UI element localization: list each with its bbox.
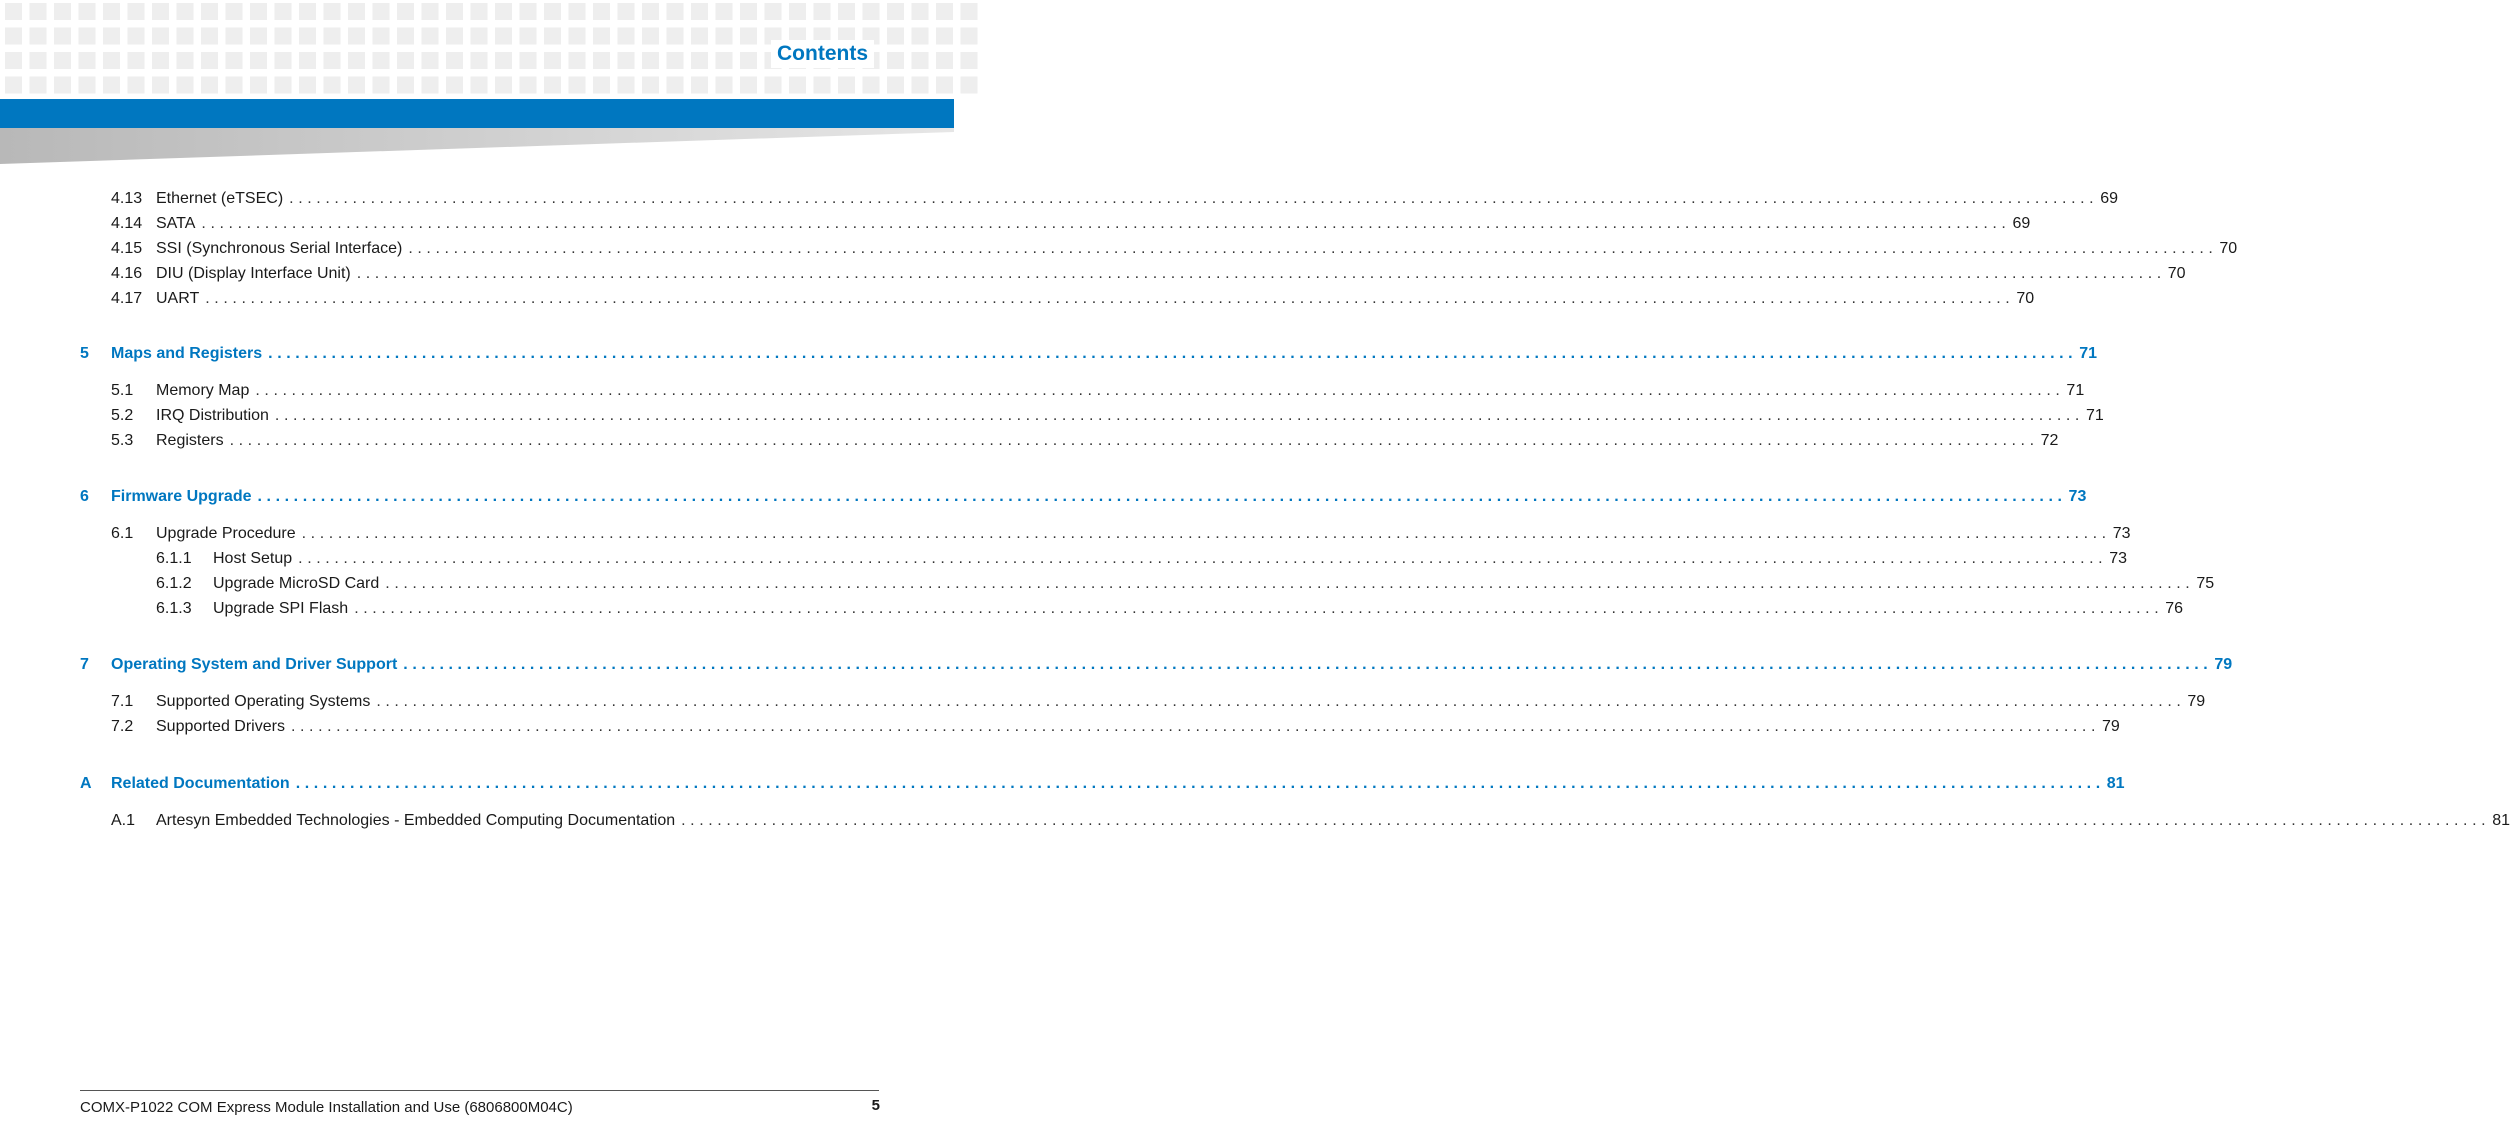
- toc-dot-leader: ........................................................................................................................................................................................................: [356, 265, 2166, 282]
- toc-entry-title: Upgrade MicroSD Card: [213, 575, 380, 592]
- toc-dot-leader: ........................................................................................................................................................................................................: [274, 407, 2084, 424]
- toc-dot-leader: ........................................................................................................................................................................................................: [257, 488, 2067, 505]
- toc-chapter-entry[interactable]: [0, 342, 2098, 366]
- toc-chapter-entry[interactable]: [0, 485, 2087, 509]
- header-blue-bar: [0, 99, 954, 128]
- toc-entry-number: 6.1.3: [156, 600, 192, 617]
- page-title: Contents: [771, 40, 874, 68]
- toc-dot-leader: ........................................................................................................................................................................................................: [268, 345, 2078, 362]
- toc-entry-title: SATA: [156, 215, 196, 232]
- toc-dot-leader: ........................................................................................................................................................................................................: [354, 600, 2164, 617]
- toc-entry-number: 4.13: [111, 190, 143, 207]
- toc-entry[interactable]: [0, 187, 2119, 211]
- toc-entry-number: 6.1: [111, 525, 134, 542]
- toc-entry-page: 71: [2085, 407, 2104, 424]
- toc-entry-number: 7.2: [111, 718, 134, 735]
- toc-dot-leader: ........................................................................................................................................................................................................: [229, 432, 2039, 449]
- toc-entry-title: Registers: [156, 432, 224, 449]
- toc-entry-page: 79: [2187, 693, 2206, 710]
- toc-dot-leader: ........................................................................................................................................................................................................: [255, 382, 2065, 399]
- toc-entry-title: SSI (Synchronous Serial Interface): [156, 240, 403, 257]
- toc-entry-page: 71: [2066, 382, 2085, 399]
- toc-entry-page: 70: [2016, 290, 2035, 307]
- toc-entry-number: A.1: [111, 812, 136, 829]
- toc-entry[interactable]: [0, 809, 2510, 833]
- toc-entry-title: UART: [156, 290, 200, 307]
- toc-entry-title: Firmware Upgrade: [111, 488, 252, 505]
- toc-entry-title: DIU (Display Interface Unit): [156, 265, 351, 282]
- toc-entry-title: Supported Operating Systems: [156, 693, 371, 710]
- toc-entry-title: Upgrade Procedure: [156, 525, 296, 542]
- toc-entry-page: 75: [2196, 575, 2215, 592]
- toc-entry[interactable]: [0, 547, 2128, 571]
- toc-entry-page: 72: [2040, 432, 2059, 449]
- header-grey-wedge: [0, 128, 954, 164]
- toc-entry[interactable]: [0, 212, 2031, 236]
- toc-entry-page: 76: [2165, 600, 2184, 617]
- toc-entry-title: Upgrade SPI Flash: [213, 600, 349, 617]
- toc-dot-leader: ........................................................................................................................................................................................................: [201, 215, 2011, 232]
- toc-entry-title: Operating System and Driver Support: [111, 656, 398, 673]
- toc-entry-number: A: [80, 775, 92, 792]
- toc-dot-leader: ........................................................................................................................................................................................................: [298, 550, 2108, 567]
- toc-entry-number: 7.1: [111, 693, 134, 710]
- toc-entry-page: 81: [2106, 775, 2125, 792]
- toc-dot-leader: ........................................................................................................................................................................................................: [385, 575, 2195, 592]
- toc-entry-page: 71: [2079, 345, 2098, 362]
- toc-entry-page: 73: [2068, 488, 2087, 505]
- toc-entry[interactable]: [0, 429, 2059, 453]
- toc-dot-leader: ........................................................................................................................................................................................................: [681, 812, 2491, 829]
- toc-entry-number: 4.15: [111, 240, 143, 257]
- toc-entry[interactable]: [0, 522, 2131, 546]
- toc-entry-number: 4.14: [111, 215, 143, 232]
- toc-entry[interactable]: [0, 690, 2206, 714]
- toc-chapter-entry[interactable]: [0, 653, 2233, 677]
- toc-entry-page: 73: [2109, 550, 2128, 567]
- toc-entry-page: 69: [2100, 190, 2119, 207]
- toc-entry[interactable]: [0, 287, 2035, 311]
- toc-entry-title: Memory Map: [156, 382, 250, 399]
- toc-entry-number: 6.1.2: [156, 575, 192, 592]
- toc-entry-page: 70: [2167, 265, 2186, 282]
- toc-entry-page: 73: [2112, 525, 2131, 542]
- toc-entry-page: 69: [2012, 215, 2031, 232]
- toc-entry-title: Ethernet (eTSEC): [156, 190, 284, 207]
- toc-dot-leader: ........................................................................................................................................................................................................: [403, 656, 2213, 673]
- toc-dot-leader: ........................................................................................................................................................................................................: [295, 775, 2105, 792]
- toc-chapter-entry[interactable]: [0, 772, 2125, 796]
- toc-entry[interactable]: [0, 572, 2215, 596]
- toc-entry[interactable]: [0, 237, 2238, 261]
- toc-entry-title: Host Setup: [213, 550, 293, 567]
- toc-entry-title: Supported Drivers: [156, 718, 285, 735]
- toc-dot-leader: ........................................................................................................................................................................................................: [376, 693, 2186, 710]
- toc-entry-number: 5.2: [111, 407, 134, 424]
- footer-document-title: COMX-P1022 COM Express Module Installation and Use (6806800M04C): [80, 1099, 573, 1116]
- toc-entry-page: 70: [2219, 240, 2238, 257]
- footer-page-number: 5: [871, 1097, 880, 1114]
- toc-dot-leader: ........................................................................................................................................................................................................: [290, 718, 2101, 735]
- footer-divider: [80, 1090, 879, 1091]
- toc-entry[interactable]: [0, 404, 2104, 428]
- toc-dot-leader: ........................................................................................................................................................................................................: [301, 525, 2111, 542]
- toc-entry-number: 6.1.1: [156, 550, 192, 567]
- toc-entry[interactable]: [0, 379, 2085, 403]
- toc-entry-number: 4.17: [111, 290, 143, 307]
- toc-entry-title: Related Documentation: [111, 775, 290, 792]
- toc-dot-leader: ........................................................................................................................................................................................................: [289, 190, 2099, 207]
- toc-entry-number: 4.16: [111, 265, 143, 282]
- toc-entry[interactable]: [0, 597, 2184, 621]
- toc-entry-title: Artesyn Embedded Technologies - Embedded Computing Documentation: [156, 812, 676, 829]
- toc-dot-leader: ........................................................................................................................................................................................................: [408, 240, 2218, 257]
- toc-entry[interactable]: [0, 262, 2186, 286]
- toc-entry-title: IRQ Distribution: [156, 407, 269, 424]
- toc-dot-leader: ........................................................................................................................................................................................................: [205, 290, 2015, 307]
- toc-entry-number: 7: [80, 656, 89, 673]
- toc-entry-number: 5: [80, 345, 89, 362]
- toc-entry-page: 81: [2492, 812, 2510, 829]
- toc-entry-number: 5.1: [111, 382, 134, 399]
- toc-entry-number: 5.3: [111, 432, 134, 449]
- toc-entry-page: 79: [2102, 718, 2120, 735]
- toc-entry[interactable]: [0, 715, 2120, 739]
- toc-entry-page: 79: [2214, 656, 2233, 673]
- toc-entry-number: 6: [80, 488, 89, 505]
- toc-entry-title: Maps and Registers: [111, 345, 263, 362]
